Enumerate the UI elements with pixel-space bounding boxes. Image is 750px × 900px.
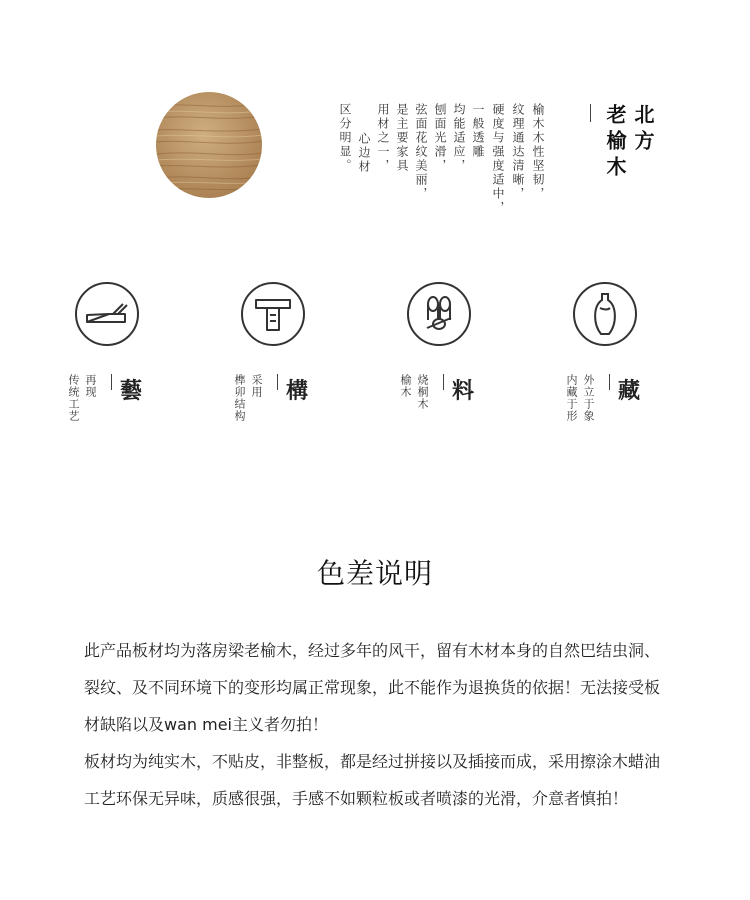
feature-divider (111, 374, 112, 390)
feature-desc-col: 外立于象 (582, 374, 595, 422)
intro-desc-col-4: 一般透雕 (471, 103, 485, 159)
mortise-tenon-icon (241, 282, 305, 346)
feature-desc-col: 采用 (250, 374, 263, 398)
intro-desc-col-3: 硬度与强度适中， (491, 103, 505, 215)
intro-divider (590, 104, 591, 122)
intro-desc-col-2: 纹理通达清晰， (511, 103, 525, 201)
intro-title-col-1: 北方 (631, 104, 655, 156)
feature-divider (609, 374, 610, 390)
intro-desc-col-8: 是主要家具 (395, 103, 409, 173)
color-note-body (84, 632, 664, 817)
intro-desc-col-9: 用材之一， (376, 103, 390, 173)
feature-desc-col: 再现 (84, 374, 97, 398)
feature-divider (277, 374, 278, 390)
feature-divider (443, 374, 444, 390)
plane-icon (75, 282, 139, 346)
wood-sample-image (156, 92, 262, 198)
intro-desc-col-7: 弦面花纹美丽， (414, 103, 428, 201)
feature-desc-col: 传统工艺 (67, 374, 80, 422)
intro-desc-col-1: 榆木木性坚韧， (531, 103, 545, 201)
wood-logs-icon (407, 282, 471, 346)
feature-desc-col: 榫卯结构 (233, 374, 246, 422)
intro-desc-col-11: 区分明显。 (338, 103, 352, 173)
color-note-paragraph-1: 此产品板材均为落房梁老榆木，经过多年的风干，留有木材本身的自然巴结虫洞、裂纹、及不同环境下的变形均属正常现象，此不能作为退换货的依据！无法接受板材缺陷以及wan mei主义者勿拍！ (84, 641, 661, 734)
intro-desc-col-10: 心边材 (357, 132, 371, 174)
wood-grain-icon (156, 92, 262, 198)
vase-icon (573, 282, 637, 346)
intro-title-col-2: 老榆木 (603, 104, 627, 182)
feature-title-material: 料 (452, 378, 475, 404)
intro-desc-col-5: 均能适应， (452, 103, 466, 173)
feature-title-collection: 藏 (618, 378, 641, 404)
intro-desc-col-6: 刨面光滑， (433, 103, 447, 173)
color-note-paragraph-2: 板材均为纯实木，不贴皮，非整板，都是经过拼接以及插接而成，采用擦涂木蜡油工艺环保无异味，质感很强，手感不如颗粒板或者喷漆的光滑，介意者慎拍！ (84, 752, 661, 808)
feature-title-structure: 構 (286, 378, 309, 404)
feature-title-craft: 藝 (120, 378, 143, 404)
color-note-title: 色差说明 (316, 557, 433, 590)
feature-desc-col: 榆木 (399, 374, 412, 398)
feature-desc-col: 烧桐木 (416, 374, 429, 410)
feature-desc-col: 内藏于形 (565, 374, 578, 422)
